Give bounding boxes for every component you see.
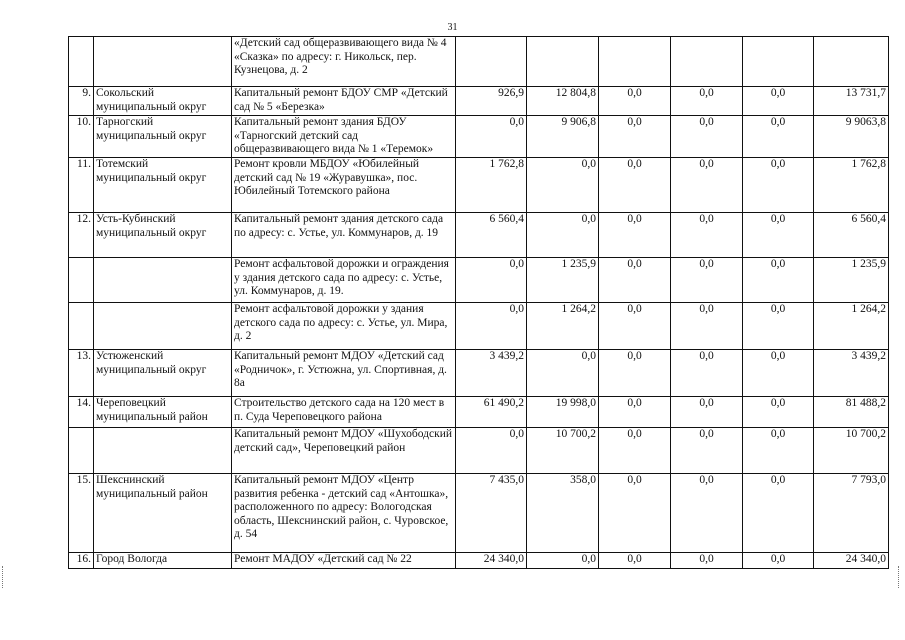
table-row — [69, 553, 889, 569]
cell-number — [69, 303, 94, 350]
cell-value-5: 0,0 — [743, 258, 814, 303]
cell-value-3: 0,0 — [599, 350, 671, 397]
cell-value-3: 0,0 — [599, 158, 671, 213]
cell-value-2: 1 235,9 — [527, 258, 599, 303]
cell-value-3 — [599, 37, 671, 87]
cell-number — [69, 428, 94, 474]
cell-number: 13. — [69, 350, 94, 397]
cell-value-3: 0,0 — [599, 397, 671, 428]
cell-value-2: 9 906,8 — [527, 116, 599, 158]
cell-value-1 — [456, 37, 527, 87]
cell-value-1: 0,0 — [456, 428, 527, 474]
cell-value-1: 3 439,2 — [456, 350, 527, 397]
cell-value-3: 0,0 — [599, 258, 671, 303]
cell-district — [94, 258, 232, 303]
cell-district: Усть-Кубинский муниципальный округ — [94, 213, 232, 258]
table-row — [69, 37, 889, 87]
cell-value-2: 1 264,2 — [527, 303, 599, 350]
cell-value-2: 0,0 — [527, 553, 599, 569]
cell-value-1: 0,0 — [456, 258, 527, 303]
cell-value-5: 0,0 — [743, 87, 814, 116]
cell-object: Капитальный ремонт БДОУ СМР «Детский сад № 5 «Березка» — [232, 87, 456, 116]
cell-value-4: 0,0 — [671, 397, 743, 428]
cell-object: «Детский сад общеразвивающего вида № 4 «Сказка» по адресу: г. Никольск, пер. Кузнецова, д. 2 — [232, 37, 456, 87]
cell-object: Ремонт кровли МБДОУ «Юбилейный детский сад № 19 «Журавушка», пос. Юбилейный Тотемского района — [232, 158, 456, 213]
scan-edge-mark-right — [898, 566, 902, 588]
table-body — [69, 37, 889, 569]
cell-object: Строительство детского сада на 120 мест в п. Суда Череповецкого района — [232, 397, 456, 428]
cell-value-2: 0,0 — [527, 213, 599, 258]
table-row — [69, 158, 889, 213]
cell-value-2: 358,0 — [527, 474, 599, 553]
cell-number: 14. — [69, 397, 94, 428]
cell-value-5: 0,0 — [743, 397, 814, 428]
cell-value-5: 0,0 — [743, 116, 814, 158]
cell-district: Шекснинский муниципальный район — [94, 474, 232, 553]
cell-value-5: 0,0 — [743, 350, 814, 397]
cell-total — [814, 37, 889, 87]
cell-value-2: 0,0 — [527, 158, 599, 213]
cell-value-1: 926,9 — [456, 87, 527, 116]
cell-value-4: 0,0 — [671, 553, 743, 569]
cell-total: 6 560,4 — [814, 213, 889, 258]
cell-number: 10. — [69, 116, 94, 158]
cell-total: 9 9063,8 — [814, 116, 889, 158]
cell-district — [94, 303, 232, 350]
cell-total: 13 731,7 — [814, 87, 889, 116]
cell-value-1: 61 490,2 — [456, 397, 527, 428]
cell-district: Тотемский муниципальный округ — [94, 158, 232, 213]
cell-value-3: 0,0 — [599, 116, 671, 158]
cell-object: Ремонт асфальтовой дорожки и ограждения у здания детского сада по адресу: с. Устье, ул. Коммунаров, д. 19. — [232, 258, 456, 303]
cell-value-3: 0,0 — [599, 87, 671, 116]
cell-total: 3 439,2 — [814, 350, 889, 397]
cell-value-5: 0,0 — [743, 158, 814, 213]
cell-value-2: 19 998,0 — [527, 397, 599, 428]
table-row — [69, 258, 889, 303]
cell-district: Устюженский муниципальный округ — [94, 350, 232, 397]
cell-value-5: 0,0 — [743, 303, 814, 350]
cell-value-4: 0,0 — [671, 428, 743, 474]
table-row — [69, 116, 889, 158]
cell-value-2: 10 700,2 — [527, 428, 599, 474]
cell-district: Сокольский муниципальный округ — [94, 87, 232, 116]
cell-object: Капитальный ремонт МДОУ «Шухободский детский сад», Череповецкий район — [232, 428, 456, 474]
cell-total: 1 264,2 — [814, 303, 889, 350]
table-row — [69, 397, 889, 428]
cell-value-2: 12 804,8 — [527, 87, 599, 116]
scan-edge-mark-left — [2, 566, 6, 588]
page-number: 31 — [447, 22, 458, 33]
cell-value-5: 0,0 — [743, 553, 814, 569]
cell-object: Капитальный ремонт здания БДОУ «Тарногский детский сад общеразвивающего вида № 1 «Теремок» — [232, 116, 456, 158]
cell-value-1: 0,0 — [456, 116, 527, 158]
cell-value-2: 0,0 — [527, 350, 599, 397]
cell-value-4 — [671, 37, 743, 87]
cell-district: Город Вологда — [94, 553, 232, 569]
cell-value-4: 0,0 — [671, 116, 743, 158]
cell-district: Череповецкий муниципальный район — [94, 397, 232, 428]
cell-total: 1 762,8 — [814, 158, 889, 213]
cell-object: Ремонт асфальтовой дорожки у здания детского сада по адресу: с. Устье, ул. Мира, д. 2 — [232, 303, 456, 350]
cell-value-4: 0,0 — [671, 303, 743, 350]
cell-number: 9. — [69, 87, 94, 116]
cell-number: 15. — [69, 474, 94, 553]
table-row — [69, 350, 889, 397]
cell-total: 7 793,0 — [814, 474, 889, 553]
cell-value-5: 0,0 — [743, 213, 814, 258]
cell-number — [69, 258, 94, 303]
cell-number — [69, 37, 94, 87]
cell-value-4: 0,0 — [671, 158, 743, 213]
cell-value-1: 24 340,0 — [456, 553, 527, 569]
cell-value-1: 7 435,0 — [456, 474, 527, 553]
cell-value-3: 0,0 — [599, 428, 671, 474]
cell-number: 11. — [69, 158, 94, 213]
cell-object: Капитальный ремонт МДОУ «Детский сад «Родничок», г. Устюжна, ул. Спортивная, д. 8а — [232, 350, 456, 397]
cell-district: Тарногский муниципальный округ — [94, 116, 232, 158]
cell-object: Капитальный ремонт МДОУ «Центр развития ребенка - детский сад «Антошка», расположенного по адресу: Вологодская область, Шекснинский район, с. Чуровское, д. 54 — [232, 474, 456, 553]
cell-total: 1 235,9 — [814, 258, 889, 303]
table-row — [69, 213, 889, 258]
cell-value-4: 0,0 — [671, 258, 743, 303]
cell-value-1: 6 560,4 — [456, 213, 527, 258]
budget-table — [68, 36, 889, 569]
table-row — [69, 87, 889, 116]
cell-number: 16. — [69, 553, 94, 569]
cell-total: 81 488,2 — [814, 397, 889, 428]
cell-district — [94, 37, 232, 87]
cell-object: Ремонт МАДОУ «Детский сад № 22 — [232, 553, 456, 569]
cell-value-1: 1 762,8 — [456, 158, 527, 213]
cell-value-3: 0,0 — [599, 213, 671, 258]
cell-value-5 — [743, 37, 814, 87]
table-row — [69, 474, 889, 553]
cell-total: 24 340,0 — [814, 553, 889, 569]
cell-value-4: 0,0 — [671, 87, 743, 116]
cell-value-4: 0,0 — [671, 350, 743, 397]
cell-value-2 — [527, 37, 599, 87]
cell-object: Капитальный ремонт здания детского сада по адресу: с. Устье, ул. Коммунаров, д. 19 — [232, 213, 456, 258]
cell-value-3: 0,0 — [599, 303, 671, 350]
cell-value-3: 0,0 — [599, 474, 671, 553]
cell-value-1: 0,0 — [456, 303, 527, 350]
cell-value-5: 0,0 — [743, 474, 814, 553]
table-row — [69, 303, 889, 350]
cell-total: 10 700,2 — [814, 428, 889, 474]
table-row — [69, 428, 889, 474]
cell-value-4: 0,0 — [671, 213, 743, 258]
cell-district — [94, 428, 232, 474]
cell-number: 12. — [69, 213, 94, 258]
cell-value-5: 0,0 — [743, 428, 814, 474]
cell-value-3: 0,0 — [599, 553, 671, 569]
cell-value-4: 0,0 — [671, 474, 743, 553]
